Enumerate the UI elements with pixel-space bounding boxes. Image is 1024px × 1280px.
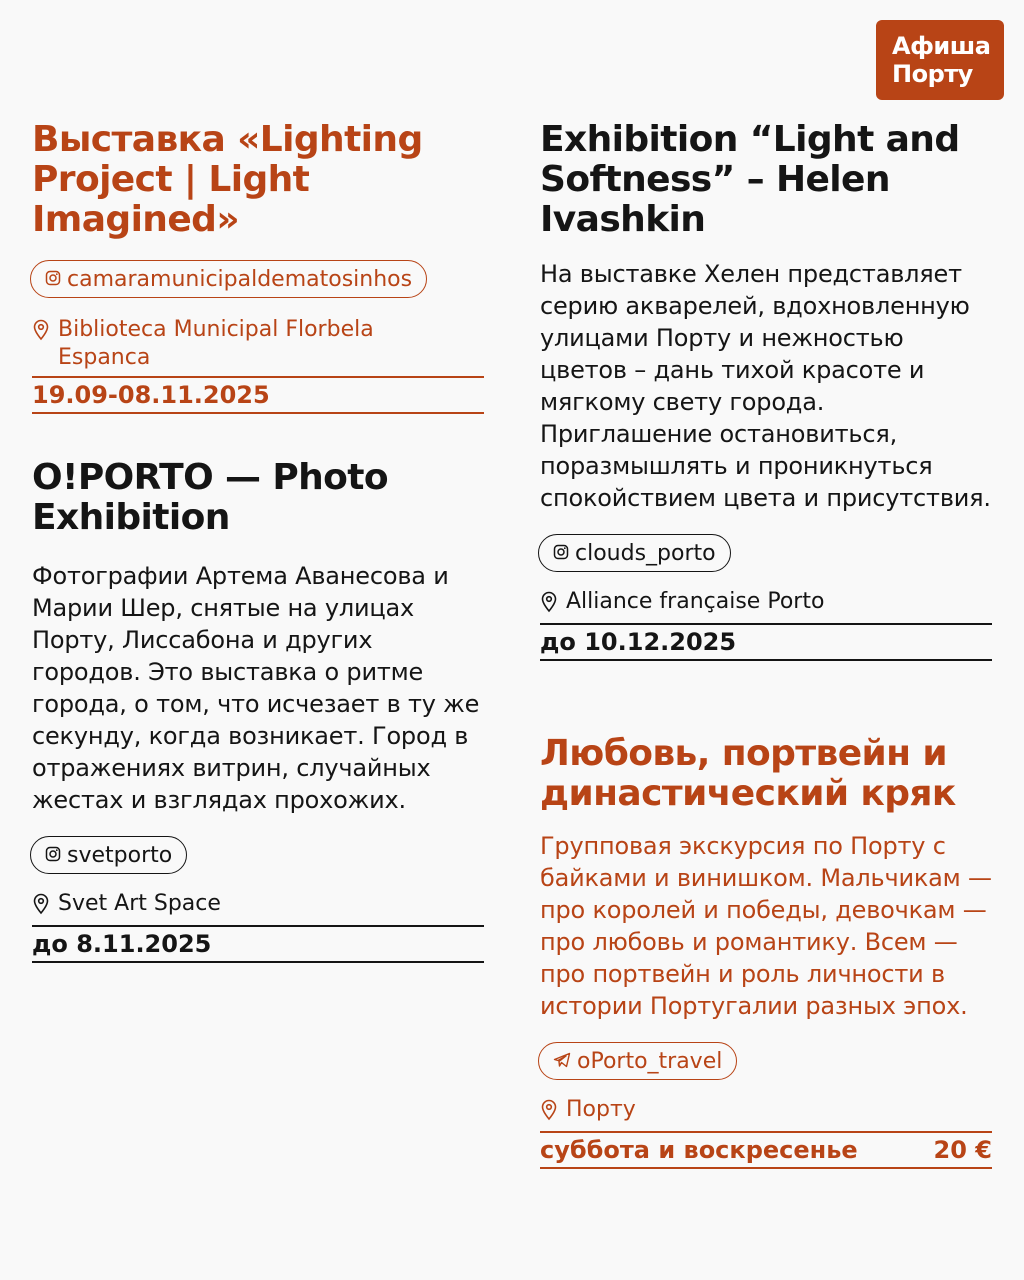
instagram-handle: camaramunicipaldematosinhos <box>67 266 413 292</box>
venue-name: Порту <box>566 1097 636 1122</box>
event-card-lighting-project <box>32 120 484 414</box>
telegram-handle: oPorto_travel <box>577 1048 723 1074</box>
event-date <box>32 376 484 414</box>
price: 20 € <box>933 1136 992 1164</box>
event-card-light-and-softness <box>540 120 992 661</box>
event-venue <box>32 316 484 372</box>
event-card-porto-tour <box>540 734 992 1169</box>
event-date <box>540 1131 992 1169</box>
instagram-handle: clouds_porto <box>575 540 716 566</box>
event-description: На выставке Хелен представляет серию акварелей, вдохновленную улицами Порту и нежностью цветов – дань тихой красоте и мягкому свету города. Приглашение остановиться, поразмышлять и проникнуться спокойствием цвета и присутствия. <box>540 260 991 512</box>
instagram-tag[interactable] <box>538 534 731 572</box>
date-text: 19.09-08.11.2025 <box>32 381 270 409</box>
location-pin-icon <box>32 316 50 349</box>
date-text: до 10.12.2025 <box>540 628 737 656</box>
instagram-tag[interactable] <box>30 260 427 298</box>
logo-line-2: Порту <box>892 60 973 88</box>
date-text: до 8.11.2025 <box>32 930 212 958</box>
location-pin-icon <box>540 588 558 621</box>
instagram-icon <box>45 843 61 868</box>
event-venue <box>540 1096 992 1129</box>
venue-name: Alliance française Porto <box>566 589 825 614</box>
event-venue <box>32 890 484 923</box>
instagram-icon <box>553 541 569 566</box>
venue-name: Biblioteca Municipal Florbela Espanca <box>58 317 374 370</box>
venue-name: Svet Art Space <box>58 891 221 916</box>
event-title: Exhibition “Light and Softness” – Helen Ivashkin <box>540 119 960 240</box>
telegram-tag[interactable] <box>538 1042 737 1080</box>
instagram-tag[interactable] <box>30 836 187 874</box>
event-description: Фотографии Артема Аванесова и Марии Шер, снятые на улицах Порту, Лиссабона и других городов. Это выставка о ритме города, о том, что исчезает в ту же секунду, когда возникает. Город в отражениях витрин, случайных жестах и взглядах прохожих. <box>32 562 480 814</box>
instagram-icon <box>45 267 61 292</box>
afisha-porto-logo <box>876 20 1004 100</box>
event-description: Групповая экскурсия по Порту с байками и винишком. Мальчикам — про королей и победы, девочкам — про любовь и романтику. Всем — про портвейн и роль личности в истории Португалии разных эпох. <box>540 832 992 1020</box>
event-title: O!PORTO — Photo Exhibition <box>32 457 389 538</box>
location-pin-icon <box>540 1096 558 1129</box>
location-pin-icon <box>32 890 50 923</box>
telegram-icon <box>553 1049 571 1074</box>
logo-line-1: Афиша <box>892 32 991 60</box>
event-title: Любовь, портвейн и династический кряк <box>540 733 956 814</box>
event-card-oporto-photo <box>32 458 484 963</box>
event-title: Выставка «Lighting Project | Light Imagined» <box>32 119 423 240</box>
event-date <box>32 925 484 963</box>
date-text: суббота и воскресенье <box>540 1136 858 1164</box>
event-date <box>540 623 992 661</box>
event-venue <box>540 588 992 621</box>
instagram-handle: svetporto <box>67 842 173 868</box>
